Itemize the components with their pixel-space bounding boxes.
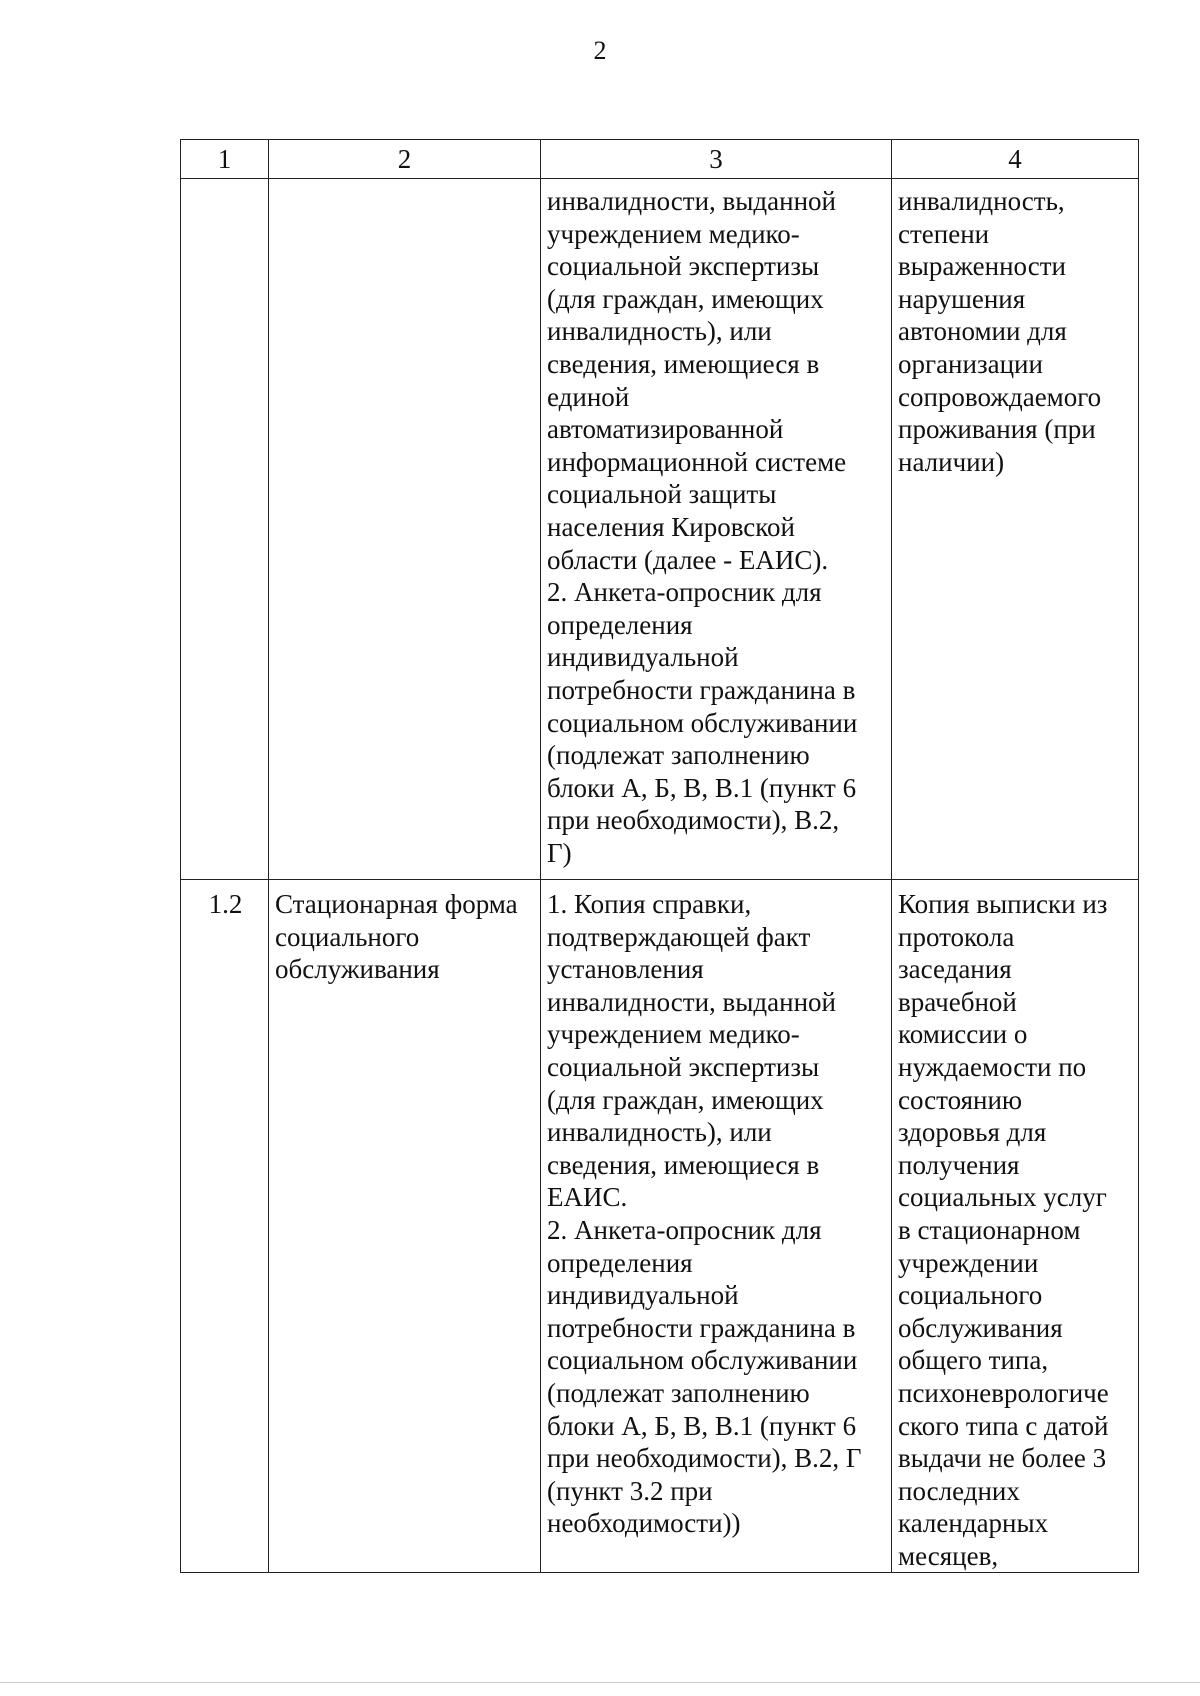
row-number-cell: [181, 179, 269, 880]
service-form-cell: [269, 179, 541, 880]
page-edge-divider: [0, 1682, 1200, 1683]
table-row: [181, 179, 1139, 880]
column-header: 1: [181, 140, 269, 179]
document-table: [180, 139, 1139, 1573]
additional-documents-cell: Копия выписки из протокола заседания врачебной комиссии о нуждаемости по состоянию здоровья для получения социальных услуг в стационарном учреждении социального обслуживания общего типа, психоневрологиче ского типа с датой выдачи не более 3 последних календарных месяцев,: [892, 880, 1139, 1573]
table-header-row: [181, 140, 1139, 179]
documents-cell: 1. Копия справки, подтверждающей факт установления инвалидности, выданной учреждением медико- социальной экспертизы (для граждан, имеющих инвалидность), или сведения, имеющиеся в ЕАИС. 2. Анкета-опросник для определения индивидуальной потребности гражданина в социальном обслуживании (подлежат заполнению блоки А, Б, В, В.1 (пункт 6 при необходимости), В.2, Г (пункт 3.2 при необходимости)): [541, 880, 892, 1573]
column-header: 3: [541, 140, 892, 179]
column-header: 4: [892, 140, 1139, 179]
table-row: [181, 880, 1139, 1573]
row-number-cell: 1.2: [181, 880, 269, 1573]
column-header: 2: [269, 140, 541, 179]
service-form-cell: Стационарная форма социального обслуживания: [269, 880, 541, 1573]
page-number: 2: [593, 36, 607, 65]
documents-cell: инвалидности, выданной учреждением медико- социальной экспертизы (для граждан, имеющих инвалидность), или сведения, имеющиеся в единой автоматизированной информационной системе социальной защиты населения Кировской области (далее - ЕАИС). 2. Анкета-опросник для определения индивидуальной потребности гражданина в социальном обслуживании (подлежат заполнению блоки А, Б, В, В.1 (пункт 6 при необходимости), В.2, Г): [541, 179, 892, 880]
additional-documents-cell: инвалидность, степени выраженности нарушения автономии для организации сопровождаемого проживания (при наличии): [892, 179, 1139, 880]
